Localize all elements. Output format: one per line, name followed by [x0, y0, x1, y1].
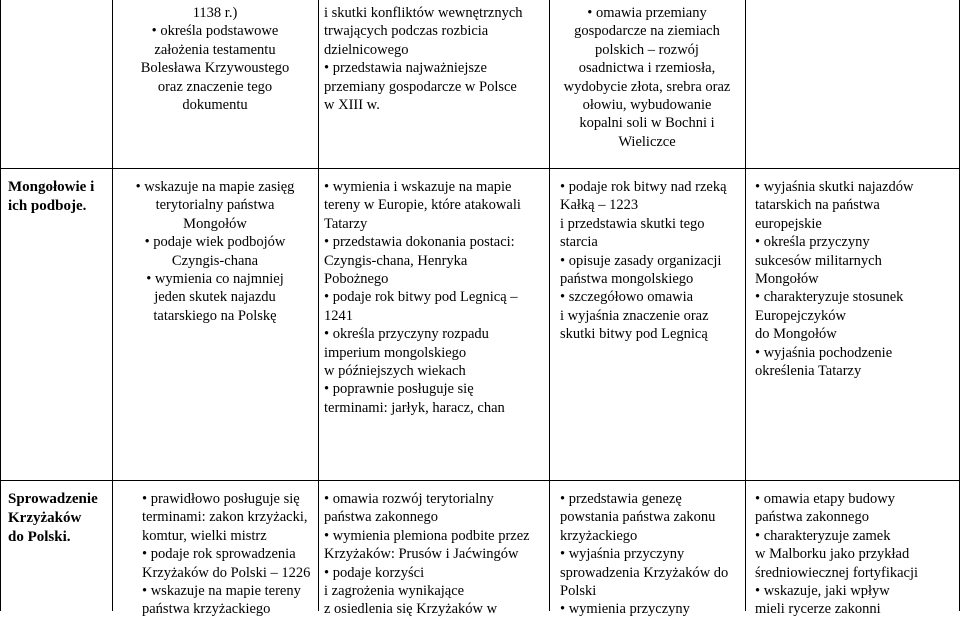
row2-cell-3 — [560, 490, 745, 619]
cell-line: terminami: jarłyk, haracz, chan — [324, 399, 505, 416]
cell-line: • podaje rok bitwy nad rzeką — [560, 179, 727, 195]
row0-cell-1 — [112, 4, 318, 114]
cell-line: Mongołowie i — [8, 179, 95, 195]
cell-line: • charakteryzuje zamek — [755, 527, 891, 544]
cell-line: założenia testamentu — [154, 41, 276, 58]
cell-line: Pobożnego — [324, 271, 389, 288]
cell-line: • podaje rok bitwy pod Legnicą – — [324, 289, 518, 306]
cell-line: mieli rycerze zakonni — [755, 601, 881, 618]
cell-line: sprowadzenia Krzyżaków do — [560, 564, 729, 581]
cell-line: • określa podstawowe — [151, 23, 279, 40]
cell-line: • przedstawia dokonania postaci: — [324, 234, 515, 251]
row1-cell-3 — [560, 178, 745, 344]
cell-line: • charakteryzuje stosunek — [755, 289, 904, 306]
grid-line — [0, 480, 960, 481]
grid-line — [745, 0, 746, 611]
cell-line: kopalni soli w Bochni i — [579, 115, 715, 132]
cell-line: • szczegółowo omawia — [560, 289, 694, 306]
cell-line: wydobycie złota, srebra oraz — [563, 78, 731, 95]
cell-line: państwa zakonnego — [324, 509, 438, 526]
cell-line: Czyngis-chana, Henryka — [324, 252, 468, 269]
cell-line: Krzyżaków — [8, 510, 82, 526]
cell-line: Bolesława Krzywoustego — [140, 60, 290, 77]
cell-line: Europejczyków — [755, 307, 846, 324]
grid-line — [318, 0, 319, 611]
cell-line: tereny w Europie, które atakowali — [324, 197, 521, 214]
row2-cell-4 — [755, 490, 959, 619]
cell-line: polskich – rozwój — [595, 41, 699, 58]
cell-line: • podaje rok sprowadzenia — [142, 546, 296, 563]
cell-line: Kałką – 1223 — [560, 197, 639, 214]
cell-line: europejskie — [755, 215, 822, 232]
cell-line: Polski — [560, 583, 597, 600]
cell-line: i przedstawia skutki tego — [560, 215, 705, 232]
cell-line: • określa przyczyny — [755, 234, 870, 251]
cell-line: terminami: zakon krzyżacki, — [142, 509, 308, 526]
cell-line: do Mongołów — [755, 326, 837, 343]
cell-line: dokumentu — [182, 97, 248, 114]
row2-topic — [8, 490, 112, 547]
grid-line — [0, 168, 960, 169]
cell-line: • opisuje zasady organizacji — [560, 252, 722, 269]
cell-line: imperium mongolskiego — [324, 344, 467, 361]
cell-line: • poprawnie posługuje się — [324, 381, 474, 398]
cell-line: ołowiu, wybudowanie — [582, 97, 712, 114]
cell-line: średniowiecznej fortyfikacji — [755, 564, 919, 581]
cell-line: • wyjaśnia skutki najazdów — [755, 179, 914, 195]
cell-line: • przedstawia genezę — [560, 491, 682, 507]
cell-line: osadnictwa i rzemiosła, — [578, 60, 716, 77]
cell-line: gospodarcze na ziemiach — [574, 23, 720, 40]
row0-cell-2 — [324, 4, 549, 114]
cell-line: jeden skutek najazdu — [154, 289, 276, 306]
cell-line: w Malborku jako przykład — [755, 546, 910, 563]
cell-line: • omawia rozwój terytorialny — [324, 491, 494, 507]
cell-line: 1138 r.) — [192, 5, 238, 21]
cell-line: • wskazuje, jaki wpływ — [755, 583, 890, 600]
cell-line: Mongołów — [755, 271, 819, 288]
cell-line: z osiedlenia się Krzyżaków w — [324, 601, 498, 618]
cell-line: • wymienia i wskazuje na mapie — [324, 179, 512, 195]
cell-line: dzielnicowego — [324, 41, 409, 58]
cell-line: trwających podczas rozbicia — [324, 23, 489, 40]
cell-line: przemiany gospodarcze w Polsce — [324, 78, 517, 95]
cell-line: • wymienia plemiona podbite przez — [324, 527, 530, 544]
cell-line: • prawidłowo posługuje się — [142, 491, 300, 507]
cell-line: Tatarzy — [324, 215, 368, 232]
cell-line: i zagrożenia wynikające — [324, 583, 465, 600]
cell-line: powstania państwa zakonu — [560, 509, 716, 526]
cell-line: • wskazuje na mapie zasięg — [135, 179, 295, 195]
cell-line: • podaje wiek podbojów — [144, 234, 286, 251]
row1-cell-1 — [112, 178, 318, 325]
cell-line: oraz znaczenie tego — [157, 78, 273, 95]
cell-line: sukcesów militarnych — [755, 252, 882, 269]
cell-line: i skutki konfliktów wewnętrznych — [324, 5, 523, 21]
cell-line: Sprowadzenie — [8, 491, 98, 507]
cell-line: • wyjaśnia przyczyny — [560, 546, 685, 563]
cell-line: do Polski. — [8, 529, 71, 545]
cell-line: • wyjaśnia pochodzenie — [755, 344, 893, 361]
row2-cell-1 — [142, 490, 318, 619]
cell-line: • podaje korzyści — [324, 564, 425, 581]
cell-line: państwa mongolskiego — [560, 271, 694, 288]
cell-line: w XIII w. — [324, 97, 380, 114]
cell-line: • przedstawia najważniejsze — [324, 60, 487, 77]
cell-line: • wymienia przyczyny — [560, 601, 690, 618]
row2-cell-2 — [324, 490, 549, 619]
cell-line: państwa zakonnego — [755, 509, 869, 526]
cell-line: ich podboje. — [8, 198, 87, 214]
cell-line: określenia Tatarzy — [755, 363, 862, 380]
row1-cell-2 — [324, 178, 549, 417]
cell-line: • wymienia co najmniej — [146, 271, 284, 288]
cell-line: państwa krzyżackiego — [142, 601, 271, 618]
row0-cell-3 — [549, 4, 745, 151]
cell-line: tatarskiego na Polskę — [153, 307, 277, 324]
cell-line: • wskazuje na mapie tereny — [142, 583, 301, 600]
cell-line: Mongołów — [183, 215, 247, 232]
cell-line: Wieliczce — [618, 133, 676, 150]
cell-line: • określa przyczyny rozpadu — [324, 326, 489, 343]
cell-line: Czyngis-chana — [171, 252, 259, 269]
cell-line: terytorialny państwa — [155, 197, 275, 214]
row1-cell-4 — [755, 178, 959, 380]
cell-line: starcia — [560, 234, 598, 251]
row1-topic — [8, 178, 112, 216]
cell-line: • omawia etapy budowy — [755, 491, 895, 507]
cell-line: komtur, wielki mistrz — [142, 527, 267, 544]
cell-line: krzyżackiego — [560, 527, 638, 544]
cell-line: i wyjaśnia znaczenie oraz — [560, 307, 709, 324]
cell-line: 1241 — [324, 307, 353, 324]
cell-line: • omawia przemiany — [587, 5, 707, 21]
cell-line: Krzyżaków do Polski – 1226 — [142, 564, 311, 581]
grid-line — [0, 0, 1, 611]
cell-line: w późniejszych wiekach — [324, 363, 466, 380]
cell-line: Krzyżaków: Prusów i Jaćwingów — [324, 546, 519, 563]
cell-line: tatarskich na państwa — [755, 197, 880, 214]
cell-line: skutki bitwy pod Legnicą — [560, 326, 708, 343]
